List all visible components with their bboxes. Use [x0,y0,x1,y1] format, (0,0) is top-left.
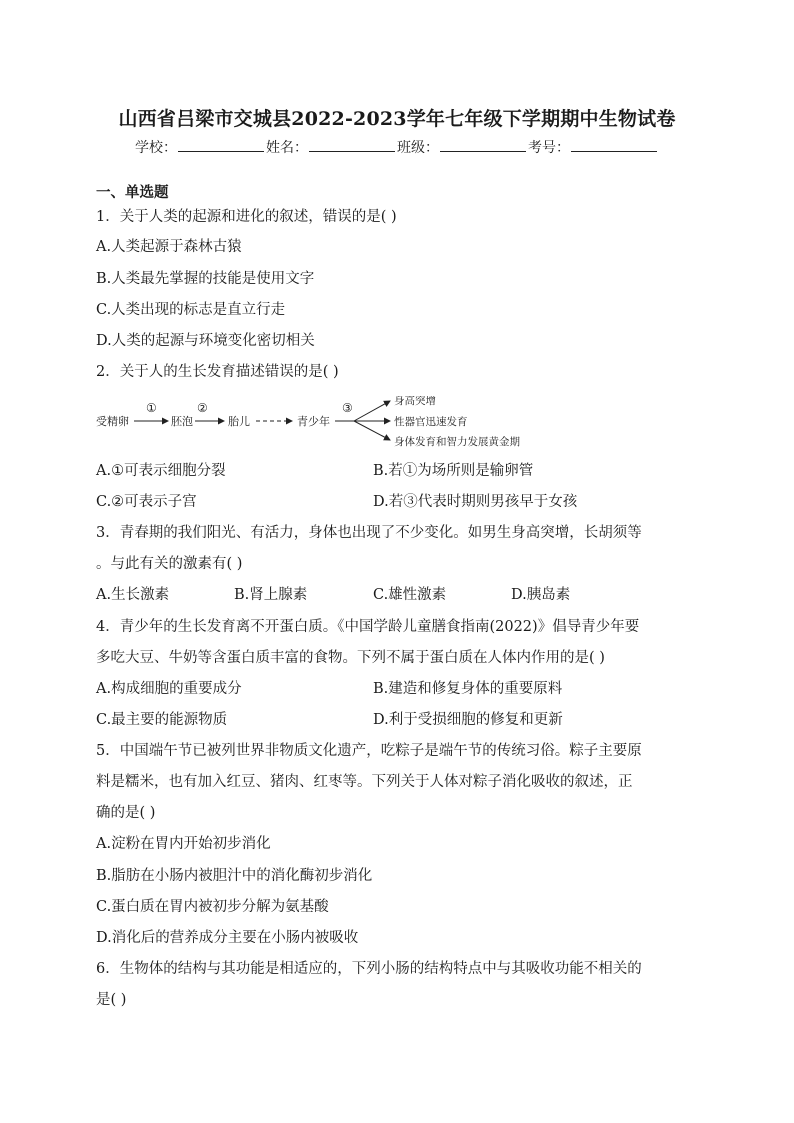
q1-option-a[interactable]: A.人类起源于森林古猿 [96,239,242,255]
question-1-stem: 1．关于人类的起源和进化的叙述，错误的是( ) [96,209,397,225]
q5-option-c[interactable]: C.蛋白质在胃内被初步分解为氨基酸 [96,899,329,915]
exam-no-blank[interactable] [571,139,657,152]
branch-arrow-3 [354,421,390,440]
growth-flow-diagram [96,396,556,448]
class-blank[interactable] [440,139,526,152]
q3-option-a[interactable]: A.生长激素 [96,587,170,603]
node-fetus: 胎儿 [228,415,250,428]
question-6-stem-line-2: 是( ) [96,992,127,1008]
name-blank[interactable] [309,139,395,152]
q5-option-d[interactable]: D.消化后的营养成分主要在小肠内被吸收 [96,930,359,946]
q1-option-d[interactable]: D.人类的起源与环境变化密切相关 [96,333,315,349]
node-fertilized-egg: 受精卵 [96,415,129,428]
branch-height-surge: 身高突增 [394,396,436,407]
question-4-stem-line-2: 多吃大豆、牛奶等含蛋白质丰富的食物。下列不属于蛋白质在人体内作用的是( ) [96,650,605,666]
q3-option-b[interactable]: B.肾上腺素 [234,587,308,603]
q3-option-d[interactable]: D.胰岛素 [511,587,571,603]
q5-option-a[interactable]: A.淀粉在胃内开始初步消化 [96,836,271,852]
question-2-stem: 2．关于人的生长发育描述错误的是( ) [96,364,339,380]
branch-arrow-1 [354,401,390,421]
q4-option-c[interactable]: C.最主要的能源物质 [96,712,228,728]
page-title: 山西省吕梁市交城县2022-2023学年七年级下学期期中生物试卷 [118,108,676,130]
q5-option-b[interactable]: B.脂肪在小肠内被胆汁中的消化酶初步消化 [96,868,373,884]
class-label: 班级： [397,140,439,156]
question-3-stem-line-2: 。与此有关的激素有( ) [96,556,243,572]
step-3-label: ③ [342,401,353,415]
q4-option-d[interactable]: D.利于受损细胞的修复和更新 [373,712,563,728]
school-blank[interactable] [178,139,264,152]
question-5-stem-line-3: 确的是( ) [96,805,156,821]
step-1-label: ① [146,401,157,415]
student-info-row [0,137,794,157]
school-label: 学校： [135,140,177,156]
node-adolescent: 青少年 [297,415,330,428]
node-blastocyst: 胚泡 [171,415,193,428]
question-4-stem-line-1: 4．青少年的生长发育离不开蛋白质。《中国学龄儿童膳食指南(2022)》倡导青少年要 [96,619,640,635]
q3-option-c[interactable]: C.雄性激素 [373,587,447,603]
q4-option-b[interactable]: B.建造和修复身体的重要原料 [373,681,563,697]
question-5-stem-line-1: 5．中国端午节已被列世界非物质文化遗产，吃粽子是端午节的传统习俗。粽子主要原 [96,743,642,759]
question-6-stem-line-1: 6．生物体的结构与其功能是相适应的，下列小肠的结构特点中与其吸收功能不相关的 [96,961,642,977]
q2-option-b[interactable]: B.若①为场所则是输卵管 [373,463,534,479]
exam-no-label: 考号： [528,140,570,156]
q2-option-c[interactable]: C.②可表示子宫 [96,494,197,510]
branch-sex-organs: 性器官迅速发育 [394,416,468,428]
q4-option-a[interactable]: A.构成细胞的重要成分 [96,681,242,697]
q1-option-c[interactable]: C.人类出现的标志是直立行走 [96,302,286,318]
section-heading: 一、单选题 [96,184,169,201]
q2-option-a[interactable]: A.①可表示细胞分裂 [96,463,226,479]
name-label: 姓名： [266,140,308,156]
q2-option-d[interactable]: D.若③代表时期则男孩早于女孩 [373,494,578,510]
branch-golden-period: 身体发育和智力发展黄金期 [394,436,520,448]
question-3-stem-line-1: 3．青春期的我们阳光、有活力，身体也出现了不少变化。如男生身高突增，长胡须等 [96,525,642,541]
q1-option-b[interactable]: B.人类最先掌握的技能是使用文字 [96,271,315,287]
step-2-label: ② [197,401,208,415]
question-5-stem-line-2: 料是糯米，也有加入红豆、猪肉、红枣等。下列关于人体对粽子消化吸收的叙述，正 [96,774,633,790]
